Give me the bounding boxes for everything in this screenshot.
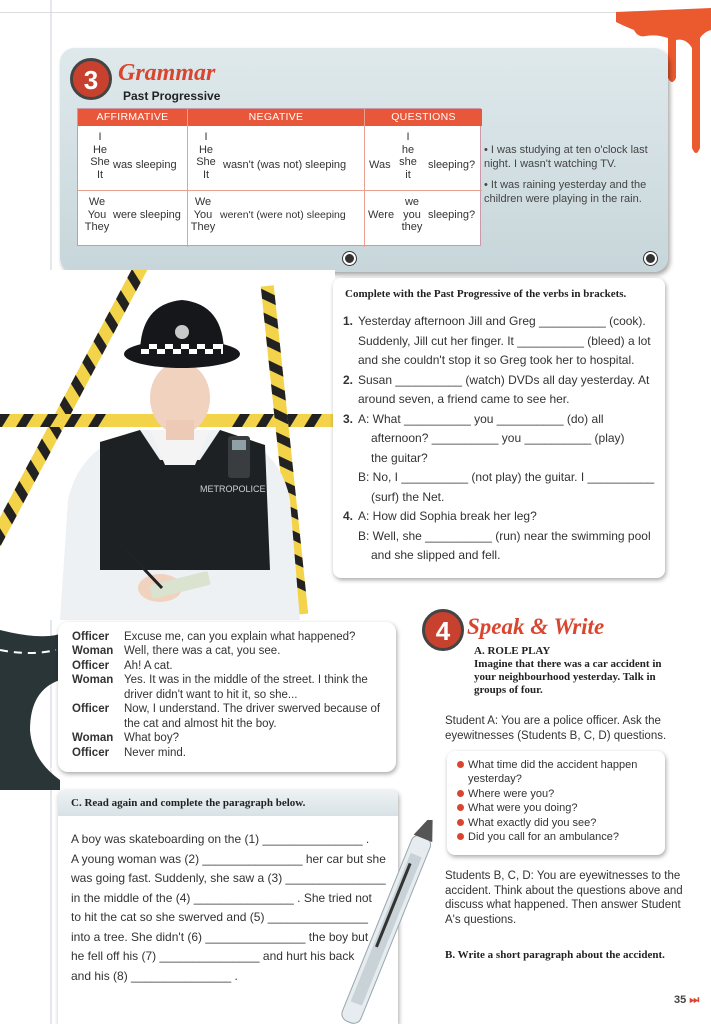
aff-verb-plural: were sleeping: [113, 209, 181, 221]
exercise-line: afternoon? __________ you __________ (play): [371, 431, 625, 445]
table-divider: [364, 109, 365, 247]
exercise-line: A: What __________ you __________ (do) all: [358, 411, 604, 426]
grammar-table: [77, 108, 481, 246]
exercise-line: the guitar?: [371, 450, 428, 465]
paragraph-line: was going fast. Suddenly, she saw a (3) _______________: [71, 871, 386, 885]
exercise-line: Yesterday afternoon Jill and Greg __________ (cook).: [358, 314, 646, 328]
speak-write-title: Speak & Write: [467, 614, 605, 639]
header-affirmative: AFFIRMATIVE: [78, 109, 187, 126]
exercise-line: B: Well, she __________ (run) near the swimming pool: [358, 528, 651, 543]
exercise-list: [343, 312, 663, 566]
paragraph-line: he fell off his (7) _______________ and hurt his back: [71, 949, 355, 963]
students-bcd-instructions: Students B, C, D: You are eyewitnesses to the accident. Think about the questions above and discuss what happened. Then answer Student A's questions.: [445, 870, 683, 926]
exercise-line: B: No, I __________ (not play) the guitar. I __________: [358, 470, 655, 484]
question-item: Where were you?: [457, 787, 662, 801]
section-number-badge: 4: [422, 609, 464, 651]
exercise-item: [343, 371, 663, 410]
audio-icon[interactable]: [343, 252, 356, 265]
grammar-subtitle: Past Progressive: [123, 89, 221, 103]
neg-pronouns-singular: I He She It: [196, 131, 216, 181]
grammar-note-1: • I was studying at ten o'clock last night. I wasn't watching TV.: [484, 144, 648, 170]
page-number: 35 ⏭: [674, 994, 700, 1006]
grammar-notes: [484, 144, 664, 214]
paragraph-line: A boy was skateboarding on the (1) _______________ .: [71, 832, 370, 846]
writing-task: B. Write a short paragraph about the accident.: [445, 949, 665, 961]
q-verb-singular: sleeping?: [428, 159, 476, 171]
audio-icon[interactable]: [644, 252, 657, 265]
grammar-title: Grammar: [118, 60, 216, 86]
pen-illustration: [340, 820, 440, 1024]
paragraph-title: C. Read again and complete the paragraph below.: [71, 797, 306, 809]
item-number: 2.: [343, 372, 354, 387]
item-number: 3.: [343, 411, 354, 426]
questions-list: [457, 758, 662, 844]
role-play-instructions: [474, 645, 684, 697]
q-pronouns-plural: we you they: [401, 196, 423, 233]
aff-pronouns-singular: I He She It: [90, 131, 110, 181]
neg-verb-plural: weren't (were not) sleeping: [220, 209, 346, 221]
exercise-item: [343, 507, 663, 566]
grammar-note-2: • It was raining yesterday and the children were playing in the rain.: [484, 179, 647, 205]
question-item: What were you doing?: [457, 801, 662, 815]
question-item: What time did the accident happen yesterday?: [457, 758, 662, 787]
aff-pronouns-plural: We You They: [84, 196, 110, 233]
question-item: Did you call for an ambulance?: [457, 830, 662, 844]
paragraph-line: and his (8) _______________ .: [71, 968, 238, 983]
paragraph-line: in the middle of the (4) _______________ . She tried not: [71, 890, 372, 905]
exercise-line: Susan __________ (watch) DVDs all day yesterday. At: [358, 372, 650, 387]
section-number-badge: 3: [70, 58, 112, 100]
page-top-line: [0, 12, 711, 13]
exercise-line: (surf) the Net.: [371, 489, 445, 504]
vest-label: METROPOLICE: [200, 484, 266, 494]
exercise-line: and she couldn't stop it so Greg took her to hospital.: [358, 353, 635, 367]
neg-pronouns-plural: We You They: [190, 196, 216, 233]
exercise-item: [343, 312, 663, 371]
q-aux-plural: Were: [368, 209, 395, 221]
table-divider: [78, 190, 482, 191]
header-negative: NEGATIVE: [188, 109, 364, 126]
exercise-line: A: How did Sophia break her leg?: [358, 509, 537, 523]
role-play-text: Imagine that there was a car accident in your neighbourhood yesterday. Talk in groups of four.: [474, 658, 662, 696]
question-item: What exactly did you see?: [457, 816, 662, 830]
exercise-item: [343, 410, 663, 508]
police-officer-photo: [0, 270, 335, 620]
header-questions: QUESTIONS: [365, 109, 482, 126]
exercise-line: Suddenly, Jill cut her finger. It __________ (bleed) a lot: [358, 333, 651, 348]
role-play-title: A. ROLE PLAY: [474, 645, 551, 657]
road-graphic: [0, 620, 60, 790]
paragraph-line: to hit the cat so she swerved and (5) _______________: [71, 910, 368, 924]
aff-verb-singular: was sleeping: [113, 159, 177, 171]
item-number: 4.: [343, 509, 354, 523]
neg-verb-singular: wasn't (was not) sleeping: [223, 159, 347, 171]
q-pronouns-singular: I he she it: [399, 131, 417, 181]
next-page-icon[interactable]: ⏭: [689, 994, 700, 1006]
paragraph-line: A young woman was (2) _______________ her car but she: [71, 851, 386, 866]
item-number: 1.: [343, 314, 354, 328]
exercise-title: Complete with the Past Progressive of the verbs in brackets.: [345, 288, 627, 300]
exercise-line: and she slipped and fell.: [371, 548, 501, 562]
q-verb-plural: sleeping?: [428, 209, 476, 221]
student-a-instructions: Student A: You are a police officer. Ask the eyewitnesses (Students B, C, D) questions.: [445, 715, 667, 742]
q-aux-singular: Was: [369, 159, 391, 171]
exercise-line: around seven, a friend came to see her.: [358, 392, 570, 406]
paragraph-line: into a tree. She didn't (6) _______________ the boy but: [71, 929, 369, 944]
